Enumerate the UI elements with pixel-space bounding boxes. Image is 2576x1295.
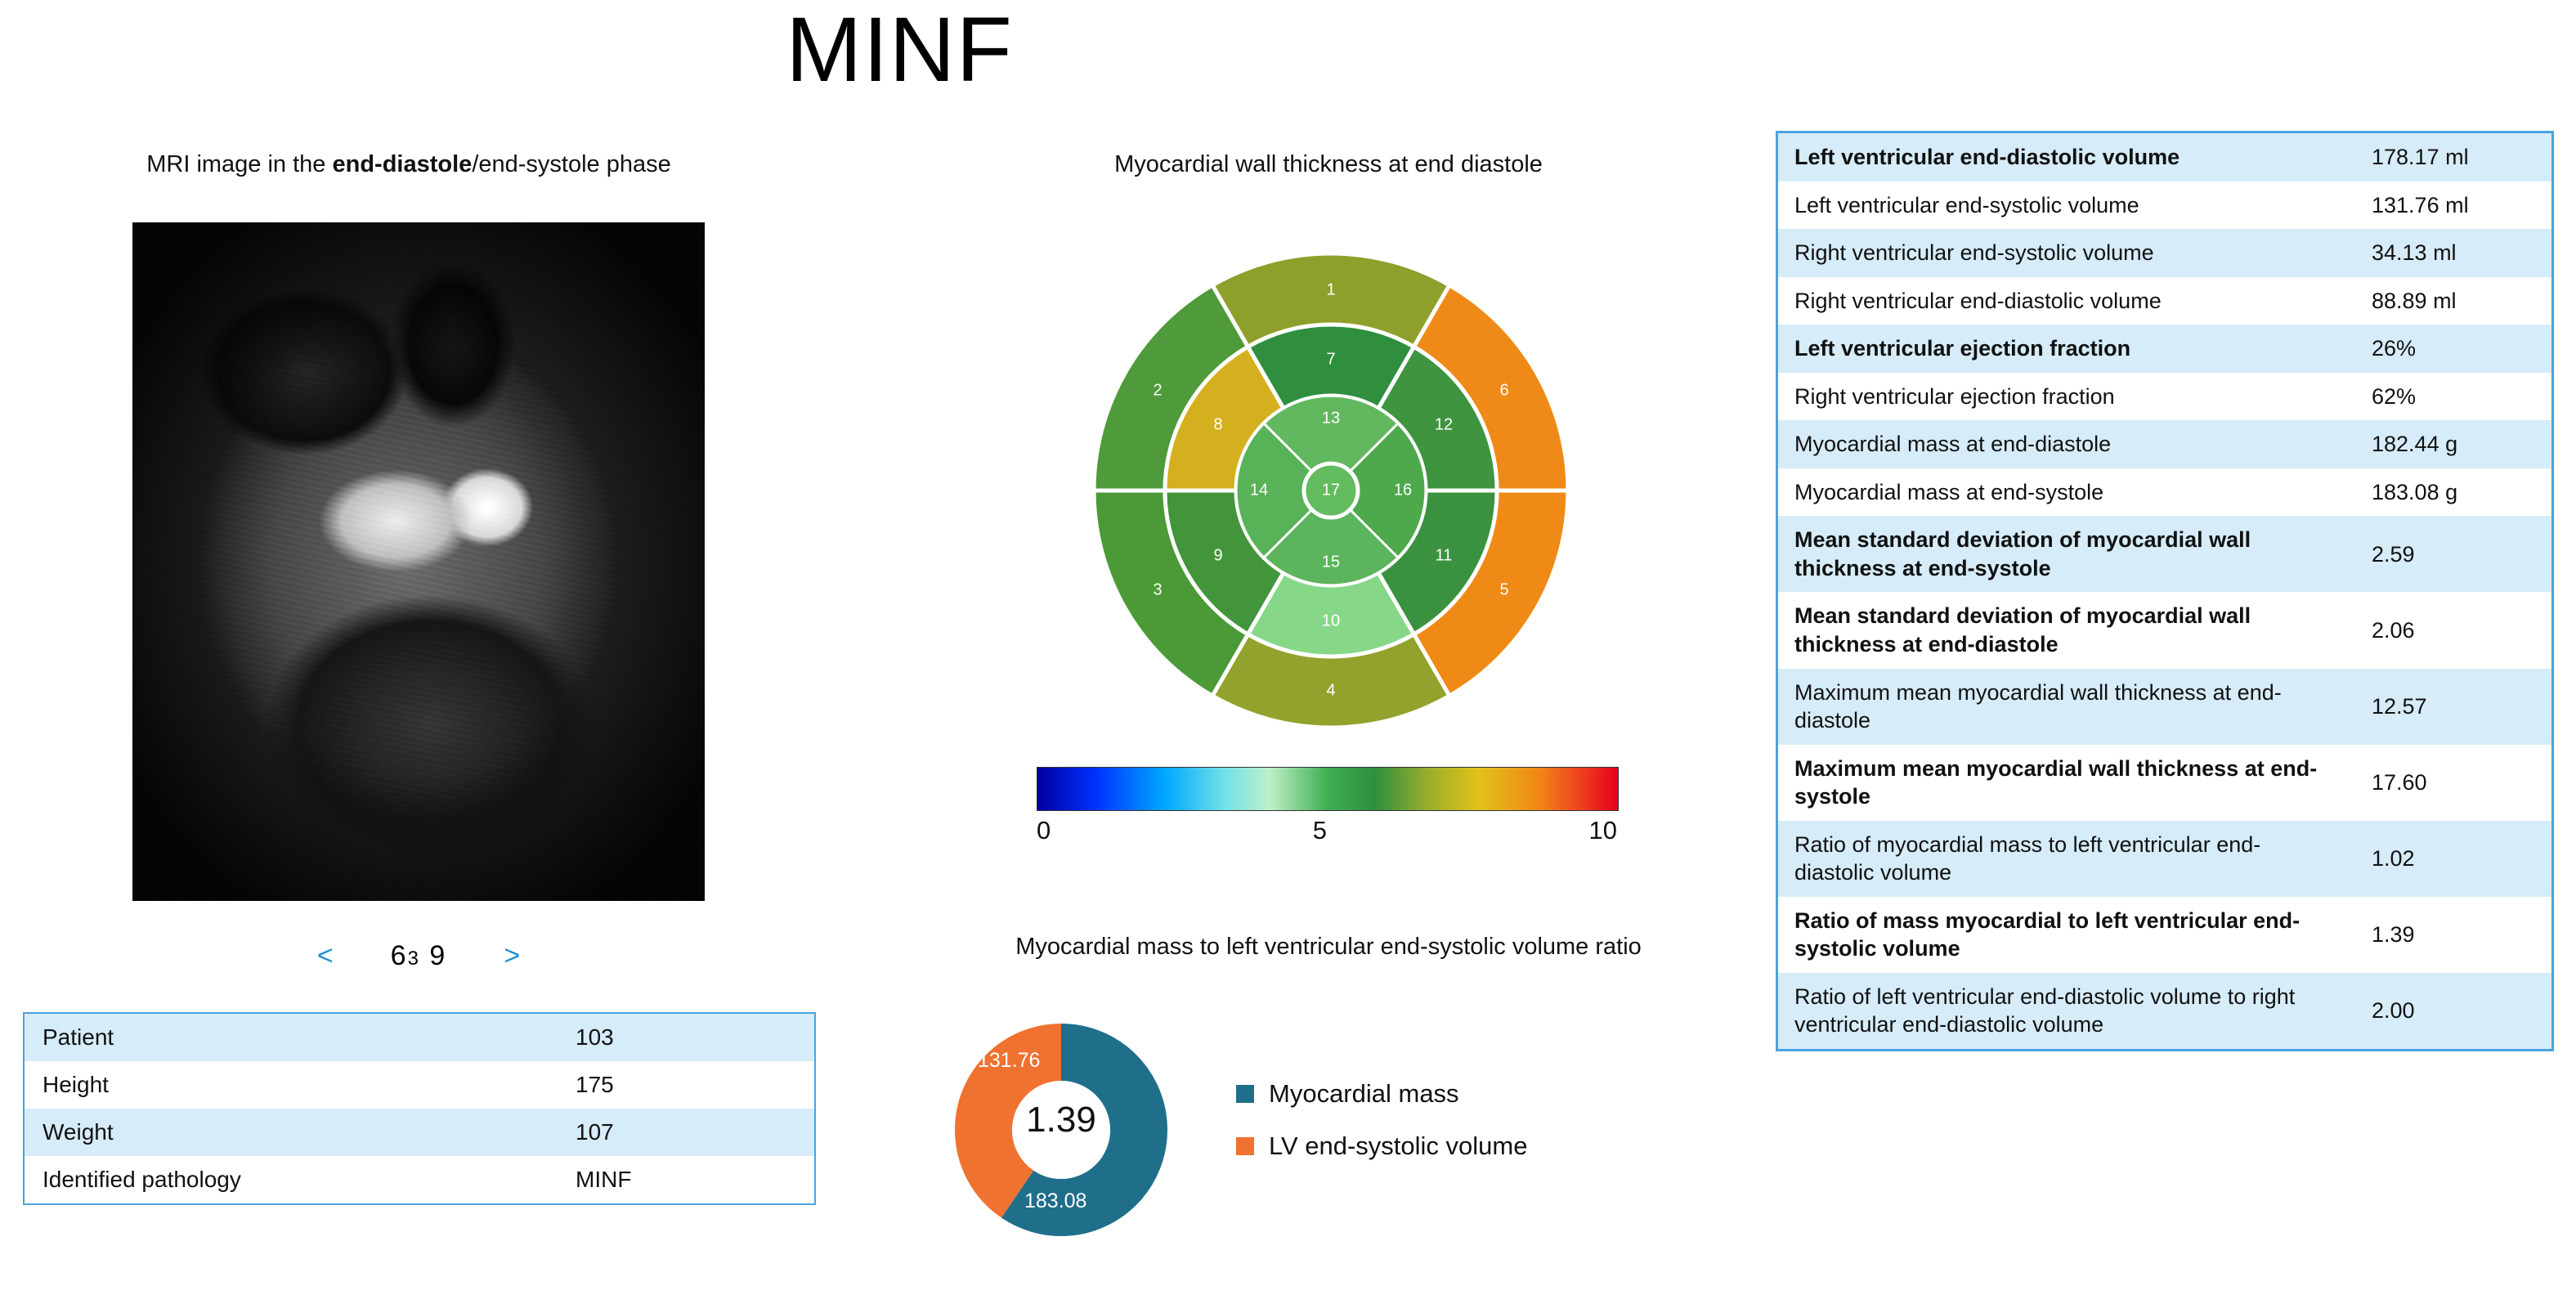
table-row	[1777, 373, 2553, 421]
weight-label: Weight	[43, 1119, 114, 1145]
metric-value: 17.60	[2372, 769, 2427, 795]
table-row	[1777, 132, 2553, 181]
metric-label: Myocardial mass at end-diastole	[1794, 432, 2112, 457]
mri-caption	[82, 151, 736, 178]
metric-value: 2.59	[2372, 541, 2415, 567]
bullseye-label-5: 5	[1499, 580, 1509, 599]
table-row	[1777, 420, 2553, 468]
metric-label: Mean standard deviation of myocardial wall thickness at end-systole	[1794, 527, 2251, 580]
table-row	[24, 1013, 815, 1061]
bullseye-label-9: 9	[1213, 546, 1223, 565]
table-row	[24, 1156, 815, 1204]
metric-label: Right ventricular ejection fraction	[1794, 383, 2115, 409]
metric-value: 2.00	[2372, 998, 2415, 1024]
mri-caption-suffix: /end-systole phase	[472, 151, 671, 177]
bullseye-label-16: 16	[1393, 481, 1413, 500]
mri-caption-phase: end-diastole	[332, 151, 473, 177]
table-row	[1777, 325, 2553, 373]
legend-label: Myocardial mass	[1269, 1079, 1459, 1108]
bullseye-label-4: 4	[1326, 681, 1336, 700]
bullseye-label-12: 12	[1434, 415, 1454, 434]
metric-label: Maximum mean myocardial wall thickness at end-systole	[1794, 755, 2318, 809]
table-row	[1777, 973, 2553, 1051]
table-row	[1777, 821, 2553, 897]
legend-item-myocardial-mass[interactable]	[1236, 1079, 1527, 1109]
bullseye-chart[interactable]	[1094, 253, 1568, 728]
metric-value: 1.02	[2372, 846, 2415, 872]
metric-value: 62%	[2372, 383, 2417, 409]
bullseye-label-1: 1	[1326, 280, 1336, 299]
slice-prev-button[interactable]: <	[316, 940, 334, 971]
metric-value: 26%	[2372, 336, 2417, 361]
metric-label: Right ventricular end-diastolic volume	[1794, 288, 2162, 313]
bullseye-label-17: 17	[1321, 481, 1341, 500]
legend-item-lv-esv[interactable]	[1236, 1131, 1527, 1161]
slice-index	[391, 940, 447, 972]
bullseye-label-10: 10	[1321, 612, 1341, 630]
metric-label: Ratio of left ventricular end-diastolic volume to right ventricular end-diastolic volume	[1794, 984, 2296, 1037]
colorbar-mid: 5	[1312, 816, 1327, 845]
slice-current: 6	[390, 940, 408, 971]
pathology-value: MINF	[576, 1167, 632, 1192]
slice-navigator	[132, 939, 705, 974]
bullseye-label-14: 14	[1249, 481, 1269, 500]
bullseye-caption: Myocardial wall thickness at end diastole	[1114, 151, 1543, 177]
bullseye-label-6: 6	[1499, 381, 1509, 400]
donut-caption: Myocardial mass to left ventricular end-systolic volume ratio	[1015, 934, 1642, 960]
table-row	[24, 1109, 815, 1156]
slice-sub: 3	[407, 948, 420, 970]
patient-value: 103	[576, 1024, 614, 1050]
donut-legend	[1236, 1079, 1527, 1184]
legend-swatch-icon	[1236, 1085, 1254, 1103]
metric-label: Mean standard deviation of myocardial wall thickness at end-diastole	[1794, 603, 2251, 657]
pathology-label: Identified pathology	[43, 1167, 241, 1192]
table-row	[1777, 516, 2553, 592]
table-row	[1777, 669, 2553, 745]
bullseye-label-3: 3	[1153, 580, 1163, 599]
metric-label: Left ventricular ejection fraction	[1794, 336, 2131, 361]
bullseye-svg	[1094, 253, 1568, 728]
mri-image[interactable]	[132, 222, 705, 901]
table-row	[1777, 229, 2553, 277]
metrics-table	[1776, 131, 2554, 1051]
metric-label: Myocardial mass at end-systole	[1794, 479, 2104, 504]
bullseye-label-2: 2	[1153, 381, 1163, 400]
bullseye-label-7: 7	[1326, 350, 1336, 369]
metric-value: 2.06	[2372, 617, 2415, 643]
colorbar-ticks	[1037, 816, 1617, 845]
legend-swatch-icon	[1236, 1137, 1254, 1155]
weight-value: 107	[576, 1119, 614, 1145]
metric-value: 131.76 ml	[2372, 192, 2469, 217]
bullseye-label-15: 15	[1321, 553, 1341, 571]
table-row	[1777, 181, 2553, 230]
table-row	[1777, 897, 2553, 973]
metric-label: Left ventricular end-diastolic volume	[1794, 145, 2180, 169]
table-row	[24, 1061, 815, 1109]
mri-image-vignette	[132, 222, 705, 901]
colorbar-min: 0	[1037, 816, 1051, 845]
metric-value: 182.44 g	[2372, 432, 2458, 457]
table-row	[1777, 745, 2553, 821]
metric-label: Ratio of mass myocardial to left ventricular end-systolic volume	[1794, 907, 2300, 961]
colorbar-max: 10	[1588, 816, 1617, 845]
metric-value: 183.08 g	[2372, 479, 2458, 504]
bullseye-label-11: 11	[1435, 546, 1453, 565]
legend-label: LV end-systolic volume	[1269, 1131, 1528, 1160]
slice-total: 9	[429, 940, 447, 971]
table-row	[1777, 592, 2553, 668]
slice-next-button[interactable]: >	[504, 940, 521, 971]
mri-caption-prefix: MRI image in the	[146, 151, 333, 177]
metric-label: Right ventricular end-systolic volume	[1794, 240, 2154, 266]
metric-label: Ratio of myocardial mass to left ventricular end-diastolic volume	[1794, 831, 2261, 885]
metric-value: 34.13 ml	[2372, 240, 2457, 266]
colorbar	[1037, 767, 1619, 811]
metric-value: 88.89 ml	[2372, 288, 2457, 313]
height-label: Height	[43, 1072, 109, 1097]
page-title: MINF	[786, 0, 1013, 101]
metric-value: 12.57	[2372, 693, 2427, 719]
bullseye-label-8: 8	[1213, 415, 1223, 434]
height-value: 175	[576, 1072, 614, 1097]
donut-value-label-lv-esv: 131.76	[978, 1049, 1041, 1072]
metric-label: Left ventricular end-systolic volume	[1794, 192, 2139, 217]
patient-label: Patient	[43, 1024, 114, 1050]
table-row	[1777, 277, 2553, 325]
metric-value: 178.17 ml	[2372, 145, 2469, 169]
donut-center-value: 1.39	[1026, 1100, 1096, 1140]
metric-value: 1.39	[2372, 922, 2415, 948]
bullseye-label-13: 13	[1321, 409, 1341, 428]
patient-info-table	[23, 1012, 816, 1205]
donut-value-label-myocardial-mass: 183.08	[1024, 1190, 1087, 1212]
table-row	[1777, 468, 2553, 517]
metric-label: Maximum mean myocardial wall thickness at end-diastole	[1794, 679, 2282, 733]
